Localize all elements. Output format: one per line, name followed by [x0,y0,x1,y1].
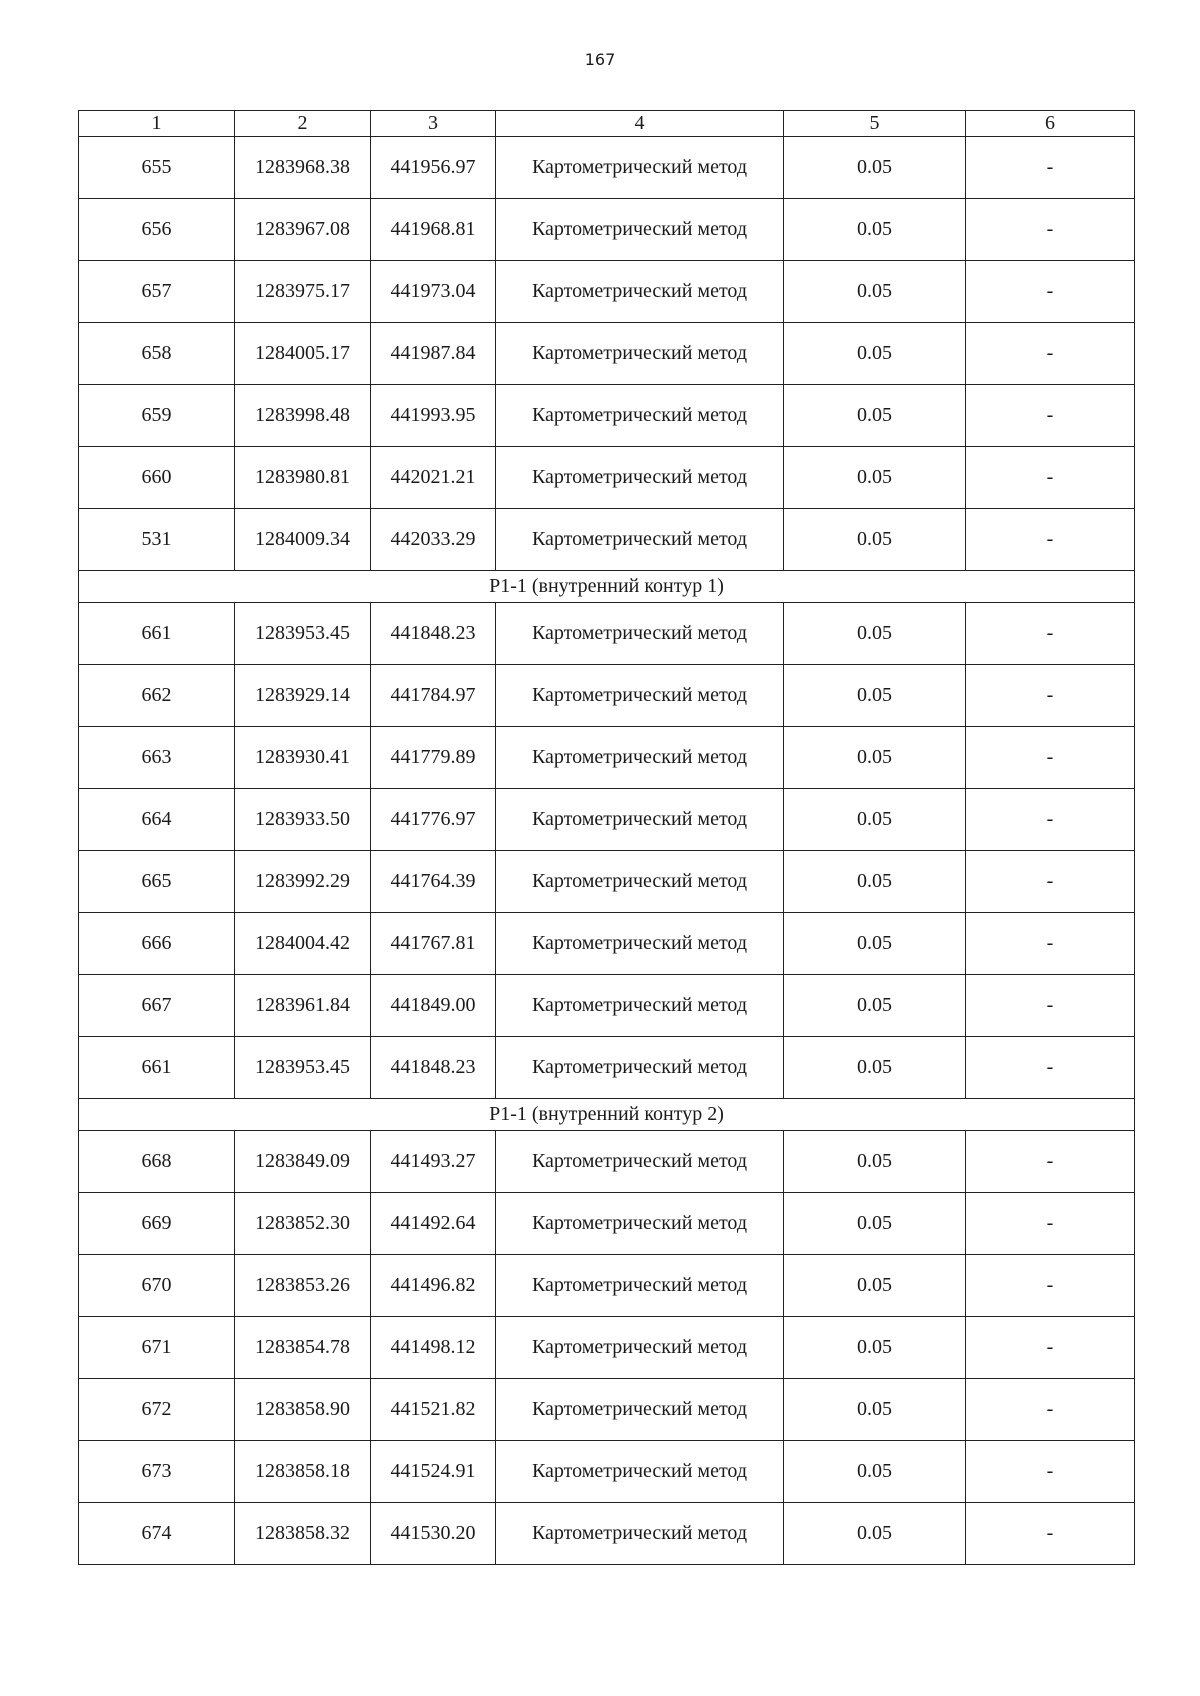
section-title: Р1-1 (внутренний контур 1) [79,571,1135,603]
table-cell: - [966,851,1135,913]
table-cell: 441973.04 [371,261,496,323]
table-row [79,1317,1135,1379]
table-cell: 1284009.34 [235,509,371,571]
table-row [79,1379,1135,1441]
table-row [79,323,1135,385]
table-cell: 0.05 [784,509,966,571]
table-cell: 0.05 [784,1503,966,1565]
table-cell: 656 [79,199,235,261]
table-cell: 1283858.18 [235,1441,371,1503]
column-header: 4 [496,111,784,137]
table-cell: 1283967.08 [235,199,371,261]
table-row [79,727,1135,789]
table-cell: 1283953.45 [235,1037,371,1099]
table-cell: 1283953.45 [235,603,371,665]
table-row [79,851,1135,913]
table-cell: Картометрический метод [496,385,784,447]
table-cell: - [966,199,1135,261]
table-cell: Картометрический метод [496,447,784,509]
table-cell: 0.05 [784,603,966,665]
column-header: 2 [235,111,371,137]
table-cell: - [966,447,1135,509]
table-cell: - [966,913,1135,975]
table-cell: 667 [79,975,235,1037]
table-cell: 441849.00 [371,975,496,1037]
table-cell: 670 [79,1255,235,1317]
table-cell: 672 [79,1379,235,1441]
table-cell: Картометрический метод [496,1037,784,1099]
table-cell: Картометрический метод [496,975,784,1037]
table-cell: 531 [79,509,235,571]
table-cell: Картометрический метод [496,1441,784,1503]
table-cell: 1283858.90 [235,1379,371,1441]
column-header: 5 [784,111,966,137]
table-cell: 441493.27 [371,1131,496,1193]
table-cell: 1283852.30 [235,1193,371,1255]
table-cell: Картометрический метод [496,789,784,851]
table-cell: 661 [79,603,235,665]
table-cell: 663 [79,727,235,789]
table-cell: 441492.64 [371,1193,496,1255]
table-cell: 662 [79,665,235,727]
table-cell: 441764.39 [371,851,496,913]
table-cell: Картометрический метод [496,199,784,261]
table-cell: 0.05 [784,323,966,385]
table-cell: 1283853.26 [235,1255,371,1317]
table-cell: 665 [79,851,235,913]
table-cell: 1283968.38 [235,137,371,199]
table-row [79,1503,1135,1565]
table-cell: 660 [79,447,235,509]
table-cell: Картометрический метод [496,913,784,975]
table-row [79,1441,1135,1503]
section-title: Р1-1 (внутренний контур 2) [79,1099,1135,1131]
table-cell: 441956.97 [371,137,496,199]
table-cell: 1283854.78 [235,1317,371,1379]
table-cell: 669 [79,1193,235,1255]
table-cell: 0.05 [784,1379,966,1441]
table-cell: Картометрический метод [496,851,784,913]
table-cell: - [966,137,1135,199]
table-cell: Картометрический метод [496,1379,784,1441]
table-cell: 659 [79,385,235,447]
table-cell: 1283998.48 [235,385,371,447]
table-cell: 0.05 [784,137,966,199]
table-cell: - [966,385,1135,447]
table-cell: - [966,323,1135,385]
table-row [79,261,1135,323]
column-header: 6 [966,111,1135,137]
table-cell: 1283992.29 [235,851,371,913]
table-cell: Картометрический метод [496,1131,784,1193]
table-row [79,385,1135,447]
table-row [79,603,1135,665]
table-cell: - [966,1193,1135,1255]
table-cell: 441530.20 [371,1503,496,1565]
table-cell: - [966,1441,1135,1503]
table-cell: 441993.95 [371,385,496,447]
table-cell: 1283961.84 [235,975,371,1037]
table-cell: 0.05 [784,851,966,913]
column-header: 3 [371,111,496,137]
table-cell: - [966,1317,1135,1379]
table-cell: 0.05 [784,261,966,323]
table-cell: 655 [79,137,235,199]
table-row [79,789,1135,851]
table-cell: 441521.82 [371,1379,496,1441]
table-cell: Картометрический метод [496,1503,784,1565]
table-cell: Картометрический метод [496,603,784,665]
table-cell: 0.05 [784,385,966,447]
table-cell: 1283858.32 [235,1503,371,1565]
table-cell: Картометрический метод [496,1193,784,1255]
table-cell: 0.05 [784,1317,966,1379]
table-body [79,111,1135,1565]
table-row [79,199,1135,261]
table-cell: 1283929.14 [235,665,371,727]
table-cell: 0.05 [784,975,966,1037]
page-number: 167 [584,50,616,69]
table-cell: 441779.89 [371,727,496,789]
table-cell: 0.05 [784,1037,966,1099]
table-row [79,447,1135,509]
table-cell: 664 [79,789,235,851]
table-cell: 673 [79,1441,235,1503]
table-cell: 442021.21 [371,447,496,509]
table-cell: - [966,603,1135,665]
table-cell: 1283849.09 [235,1131,371,1193]
table-cell: - [966,1255,1135,1317]
table-cell: Картометрический метод [496,509,784,571]
table-cell: 441968.81 [371,199,496,261]
table-cell: 658 [79,323,235,385]
table-cell: 441848.23 [371,1037,496,1099]
table-cell: 441776.97 [371,789,496,851]
table-cell: 441496.82 [371,1255,496,1317]
table-row [79,975,1135,1037]
table-cell: 661 [79,1037,235,1099]
table-cell: 0.05 [784,1255,966,1317]
table-row [79,1131,1135,1193]
table-cell: Картометрический метод [496,323,784,385]
section-title-row [79,571,1135,603]
table-cell: - [966,509,1135,571]
table-row [79,913,1135,975]
table-cell: Картометрический метод [496,1317,784,1379]
table-cell: 1283930.41 [235,727,371,789]
table-cell: - [966,1503,1135,1565]
table-cell: 441987.84 [371,323,496,385]
table-cell: 0.05 [784,1193,966,1255]
table-cell: 1283975.17 [235,261,371,323]
table-cell: Картометрический метод [496,727,784,789]
table-cell: Картометрический метод [496,137,784,199]
section-title-row [79,1099,1135,1131]
table-cell: 1284004.42 [235,913,371,975]
table-cell: 442033.29 [371,509,496,571]
table-cell: 0.05 [784,665,966,727]
table-cell: 0.05 [784,199,966,261]
table-cell: - [966,727,1135,789]
table-cell: - [966,261,1135,323]
table-cell: - [966,1379,1135,1441]
table-cell: - [966,789,1135,851]
table-cell: 441784.97 [371,665,496,727]
table-cell: Картометрический метод [496,261,784,323]
table-cell: 441498.12 [371,1317,496,1379]
table-cell: Картометрический метод [496,1255,784,1317]
table-row [79,1037,1135,1099]
table-cell: 674 [79,1503,235,1565]
table-row [79,509,1135,571]
table-cell: 0.05 [784,727,966,789]
column-header: 1 [79,111,235,137]
table-row [79,1193,1135,1255]
table-cell: 0.05 [784,1441,966,1503]
table-cell: 0.05 [784,913,966,975]
table-cell: 668 [79,1131,235,1193]
table-cell: 0.05 [784,1131,966,1193]
table-row [79,137,1135,199]
table-cell: - [966,665,1135,727]
table-cell: 441767.81 [371,913,496,975]
table-cell: 1284005.17 [235,323,371,385]
table-row [79,1255,1135,1317]
table-cell: 666 [79,913,235,975]
table-cell: Картометрический метод [496,665,784,727]
table-cell: 441524.91 [371,1441,496,1503]
table-row [79,665,1135,727]
table-cell: 671 [79,1317,235,1379]
table-cell: 441848.23 [371,603,496,665]
table-cell: 0.05 [784,447,966,509]
table-cell: 0.05 [784,789,966,851]
table-cell: - [966,1131,1135,1193]
table-cell: 657 [79,261,235,323]
table-cell: 1283980.81 [235,447,371,509]
table-cell: - [966,1037,1135,1099]
table-cell: 1283933.50 [235,789,371,851]
table-cell: - [966,975,1135,1037]
header-row [79,111,1135,137]
coordinates-table [78,110,1135,1565]
